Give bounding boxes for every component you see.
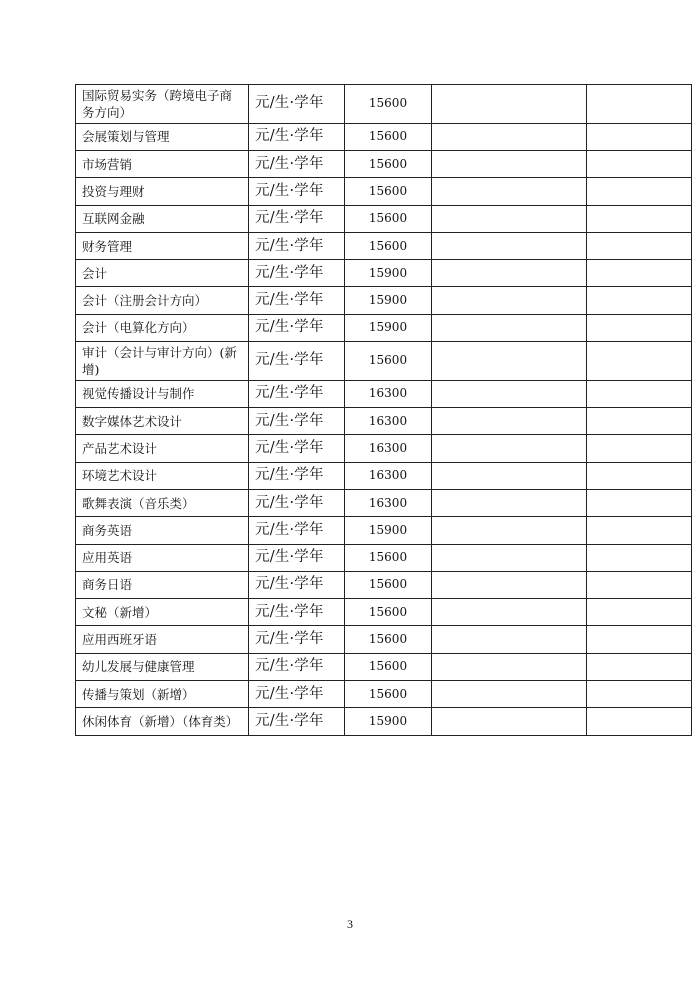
unit-cell: 元/生·学年 — [249, 342, 345, 381]
fee-cell: 15900 — [345, 260, 432, 287]
empty-cell — [587, 462, 692, 489]
fee-cell: 16300 — [345, 380, 432, 407]
fee-cell: 15600 — [345, 571, 432, 598]
major-cell: 财务管理 — [76, 232, 249, 259]
fee-cell: 16300 — [345, 462, 432, 489]
unit-cell: 元/生·学年 — [249, 599, 345, 626]
fee-cell: 15900 — [345, 708, 432, 735]
fee-cell: 15600 — [345, 626, 432, 653]
empty-cell — [587, 314, 692, 341]
major-cell: 会展策划与管理 — [76, 123, 249, 150]
major-cell: 应用西班牙语 — [76, 626, 249, 653]
empty-cell — [432, 287, 587, 314]
empty-cell — [432, 571, 587, 598]
fee-cell: 15600 — [345, 123, 432, 150]
fee-cell: 15600 — [345, 599, 432, 626]
table-row — [76, 462, 692, 489]
unit-cell: 元/生·学年 — [249, 571, 345, 598]
empty-cell — [587, 178, 692, 205]
empty-cell — [432, 123, 587, 150]
fee-cell: 16300 — [345, 489, 432, 516]
table-row — [76, 653, 692, 680]
major-cell: 应用英语 — [76, 544, 249, 571]
empty-cell — [432, 626, 587, 653]
table-row — [76, 178, 692, 205]
empty-cell — [587, 123, 692, 150]
empty-cell — [587, 571, 692, 598]
table-row — [76, 287, 692, 314]
fee-cell: 16300 — [345, 408, 432, 435]
empty-cell — [432, 232, 587, 259]
unit-cell: 元/生·学年 — [249, 517, 345, 544]
page-number: 3 — [347, 917, 353, 931]
empty-cell — [432, 178, 587, 205]
major-cell: 商务英语 — [76, 517, 249, 544]
major-cell: 环境艺术设计 — [76, 462, 249, 489]
major-cell: 传播与策划（新增） — [76, 681, 249, 708]
table-row — [76, 205, 692, 232]
table-row — [76, 150, 692, 177]
empty-cell — [587, 380, 692, 407]
table-row — [76, 626, 692, 653]
major-cell: 会计（注册会计方向） — [76, 287, 249, 314]
table-row — [76, 85, 692, 124]
major-cell: 视觉传播设计与制作 — [76, 380, 249, 407]
fee-table-body — [76, 85, 692, 736]
table-row — [76, 260, 692, 287]
unit-cell: 元/生·学年 — [249, 708, 345, 735]
table-row — [76, 232, 692, 259]
unit-cell: 元/生·学年 — [249, 314, 345, 341]
empty-cell — [587, 708, 692, 735]
empty-cell — [587, 205, 692, 232]
table-row — [76, 517, 692, 544]
empty-cell — [432, 517, 587, 544]
fee-cell: 15600 — [345, 178, 432, 205]
major-cell: 互联网金融 — [76, 205, 249, 232]
table-row — [76, 123, 692, 150]
empty-cell — [432, 544, 587, 571]
major-cell: 审计（会计与审计方向）(新增) — [76, 342, 249, 381]
empty-cell — [432, 489, 587, 516]
major-cell: 产品艺术设计 — [76, 435, 249, 462]
empty-cell — [432, 205, 587, 232]
fee-cell: 16300 — [345, 435, 432, 462]
empty-cell — [432, 342, 587, 381]
empty-cell — [587, 489, 692, 516]
fee-cell: 15600 — [345, 681, 432, 708]
major-cell: 数字媒体艺术设计 — [76, 408, 249, 435]
fee-cell: 15600 — [345, 85, 432, 124]
empty-cell — [587, 626, 692, 653]
table-row — [76, 681, 692, 708]
empty-cell — [432, 462, 587, 489]
unit-cell: 元/生·学年 — [249, 380, 345, 407]
fee-table — [75, 84, 692, 736]
empty-cell — [587, 260, 692, 287]
fee-cell: 15900 — [345, 517, 432, 544]
unit-cell: 元/生·学年 — [249, 626, 345, 653]
table-row — [76, 342, 692, 381]
empty-cell — [432, 260, 587, 287]
table-row — [76, 314, 692, 341]
empty-cell — [432, 85, 587, 124]
fee-cell: 15600 — [345, 544, 432, 571]
major-cell: 会计 — [76, 260, 249, 287]
unit-cell: 元/生·学年 — [249, 123, 345, 150]
major-cell: 会计（电算化方向） — [76, 314, 249, 341]
empty-cell — [587, 653, 692, 680]
unit-cell: 元/生·学年 — [249, 205, 345, 232]
empty-cell — [587, 681, 692, 708]
fee-cell: 15900 — [345, 287, 432, 314]
major-cell: 市场营销 — [76, 150, 249, 177]
table-row — [76, 435, 692, 462]
empty-cell — [587, 342, 692, 381]
unit-cell: 元/生·学年 — [249, 260, 345, 287]
fee-cell: 15600 — [345, 653, 432, 680]
fee-cell: 15600 — [345, 342, 432, 381]
empty-cell — [432, 314, 587, 341]
empty-cell — [587, 517, 692, 544]
unit-cell: 元/生·学年 — [249, 408, 345, 435]
unit-cell: 元/生·学年 — [249, 287, 345, 314]
empty-cell — [587, 232, 692, 259]
empty-cell — [587, 85, 692, 124]
empty-cell — [587, 599, 692, 626]
table-row — [76, 599, 692, 626]
empty-cell — [432, 380, 587, 407]
major-cell: 休闲体育（新增）（体育类） — [76, 708, 249, 735]
empty-cell — [587, 287, 692, 314]
empty-cell — [587, 408, 692, 435]
unit-cell: 元/生·学年 — [249, 232, 345, 259]
empty-cell — [432, 435, 587, 462]
major-cell: 幼儿发展与健康管理 — [76, 653, 249, 680]
empty-cell — [432, 599, 587, 626]
unit-cell: 元/生·学年 — [249, 653, 345, 680]
table-row — [76, 380, 692, 407]
unit-cell: 元/生·学年 — [249, 544, 345, 571]
unit-cell: 元/生·学年 — [249, 489, 345, 516]
unit-cell: 元/生·学年 — [249, 462, 345, 489]
empty-cell — [432, 150, 587, 177]
fee-cell: 15600 — [345, 205, 432, 232]
major-cell: 国际贸易实务（跨境电子商务方向） — [76, 85, 249, 124]
major-cell: 歌舞表演（音乐类） — [76, 489, 249, 516]
empty-cell — [432, 681, 587, 708]
empty-cell — [587, 150, 692, 177]
empty-cell — [587, 544, 692, 571]
table-row — [76, 408, 692, 435]
fee-cell: 15900 — [345, 314, 432, 341]
fee-cell: 15600 — [345, 232, 432, 259]
unit-cell: 元/生·学年 — [249, 681, 345, 708]
major-cell: 投资与理财 — [76, 178, 249, 205]
unit-cell: 元/生·学年 — [249, 435, 345, 462]
unit-cell: 元/生·学年 — [249, 178, 345, 205]
empty-cell — [432, 653, 587, 680]
table-row — [76, 571, 692, 598]
empty-cell — [432, 708, 587, 735]
table-row — [76, 708, 692, 735]
table-row — [76, 544, 692, 571]
table-row — [76, 489, 692, 516]
unit-cell: 元/生·学年 — [249, 85, 345, 124]
major-cell: 商务日语 — [76, 571, 249, 598]
empty-cell — [432, 408, 587, 435]
empty-cell — [587, 435, 692, 462]
fee-cell: 15600 — [345, 150, 432, 177]
major-cell: 文秘（新增） — [76, 599, 249, 626]
unit-cell: 元/生·学年 — [249, 150, 345, 177]
